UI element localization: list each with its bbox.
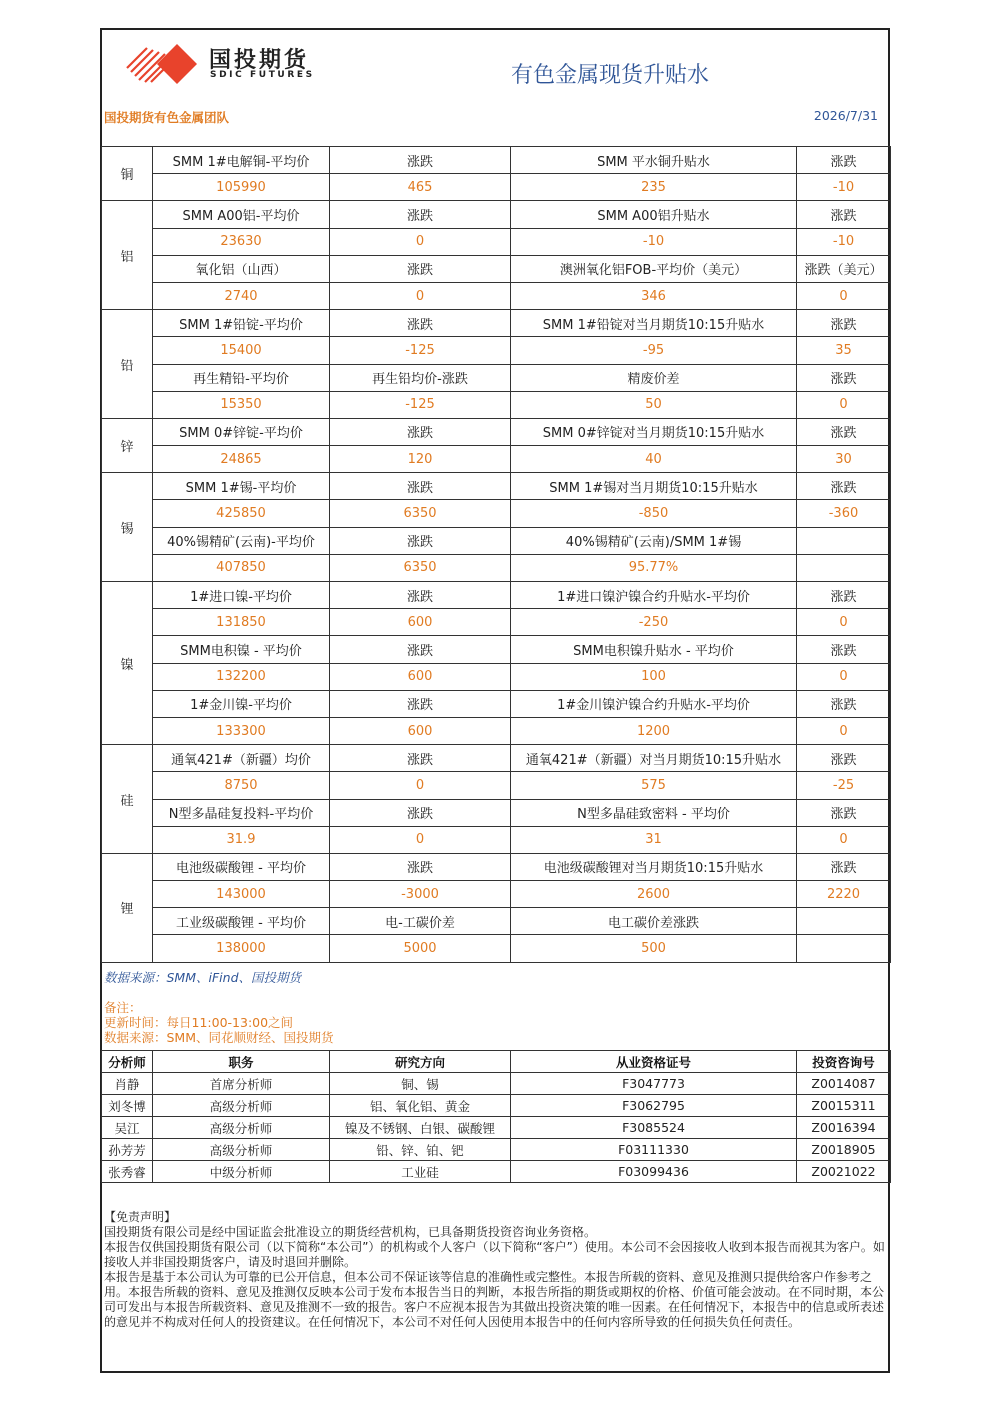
table-header-row [102,1051,891,1073]
notes-source: 数据来源：SMM、同花顺财经、国投期货 [104,1030,334,1045]
table-cell: 0 [330,228,511,255]
table-row [102,473,891,500]
table-cell: 涨跌 [330,310,511,337]
table-cell: 6350 [330,554,511,581]
disclaimer-paragraph: 本报告是基于本公司认为可靠的已公开信息，但本公司不保证该等信息的准确性或完整性。本报告所载的资料、意见及推测只提供给客户作参考之用。本报告所载的资料、意见及推测仅反映本公司于发布本报告当日的判断，本报告所指的期货或期权的价格、价值可能会波动。在不同时期，本公司可发出与本报告所载资料、意见及推测不一致的报告。客户不应视本报告为其做出投资决策的唯一因素。在任何情况下，本报告中的信息或所表述的意见并不构成对任何人的投资建议。在任何情况下，本公司不对任何人因使用本报告中的任何内容所导致的任何损失负任何责任。 [104,1270,885,1329]
table-cell: 刘冬博 [102,1095,153,1117]
table-cell: 575 [511,772,797,799]
table-cell: 孙芳芳 [102,1139,153,1161]
table-cell: 1#进口镍沪镍合约升贴水-平均价 [511,582,797,609]
logo-chinese-text: 国投期货 [209,48,310,73]
table-cell: SMM A00铝升贴水 [511,201,797,228]
column-header: 从业资格证号 [511,1051,797,1073]
table-cell: 涨跌 [797,690,891,717]
table-row [102,282,891,309]
table-cell: 涨跌 [797,418,891,445]
table-cell: 346 [511,282,797,309]
table-row [102,826,891,853]
table-cell: 105990 [153,174,330,201]
report-date: 2026/7/31 [813,108,878,123]
table-cell: -95 [511,337,797,364]
table-cell: 涨跌 [330,147,511,174]
update-time: 更新时间：每日11:00-13:00之间 [104,1015,294,1030]
table-cell: 1200 [511,717,797,744]
notes-label: 备注： [104,1000,142,1015]
table-cell: 1#进口镍-平均价 [153,582,330,609]
table-cell: 涨跌 [797,147,891,174]
table-cell: 24865 [153,446,330,473]
table-row [102,391,891,418]
table-cell: SMM 0#锌锭对当月期货10:15升贴水 [511,418,797,445]
table-cell: 澳洲氧化铝FOB-平均价（美元） [511,255,797,282]
table-row [102,364,891,391]
table-cell: SMM 1#锡-平均价 [153,473,330,500]
table-cell: 40 [511,446,797,473]
column-header: 分析师 [102,1051,153,1073]
metal-label: 铜 [102,147,153,201]
table-cell: -360 [797,500,891,527]
table-row [102,609,891,636]
table-cell: 131850 [153,609,330,636]
table-cell: 1#金川镍-平均价 [153,690,330,717]
table-cell: 再生精铅-平均价 [153,364,330,391]
table-cell: 涨跌 [797,636,891,663]
table-cell: 肖静 [102,1073,153,1095]
table-row [102,1117,891,1139]
table-row [102,772,891,799]
team-name: 国投期货有色金属团队 [104,110,230,125]
table-cell: 0 [330,772,511,799]
page-title: 有色金属现货升贴水 [510,63,709,88]
table-cell [797,935,891,962]
table-row [102,663,891,690]
data-source: 数据来源：SMM、iFind、国投期货 [104,970,301,985]
table-row [102,1139,891,1161]
table-cell: 407850 [153,554,330,581]
table-cell: 涨跌 [330,201,511,228]
table-cell: SMM 0#锌锭-平均价 [153,418,330,445]
table-cell: 500 [511,935,797,962]
table-cell: 95.77% [511,554,797,581]
disclaimer [104,1210,886,1330]
table-cell: 0 [797,717,891,744]
table-cell: 133300 [153,717,330,744]
table-cell: 涨跌 [797,582,891,609]
table-cell: SMM A00铝-平均价 [153,201,330,228]
table-cell: F03111330 [511,1139,797,1161]
table-cell: SMM电积镍升贴水 - 平均价 [511,636,797,663]
table-row [102,935,891,962]
table-cell: 电池级碳酸锂 - 平均价 [153,853,330,880]
table-cell: 120 [330,446,511,473]
table-cell: 50 [511,391,797,418]
table-cell: F03099436 [511,1161,797,1183]
table-cell: F3047773 [511,1073,797,1095]
table-cell: 1#金川镍沪镍合约升贴水-平均价 [511,690,797,717]
table-row [102,337,891,364]
table-cell: -10 [511,228,797,255]
table-cell [797,908,891,935]
table-cell: 23630 [153,228,330,255]
table-row [102,582,891,609]
table-row [102,174,891,201]
column-header: 研究方向 [330,1051,511,1073]
table-cell: 0 [797,609,891,636]
table-cell: 涨跌 [330,636,511,663]
table-cell: 涨跌 [797,745,891,772]
table-cell [797,554,891,581]
table-cell: 涨跌 [330,527,511,554]
table-cell: 40%锡精矿(云南)/SMM 1#锡 [511,527,797,554]
table-row [102,717,891,744]
table-cell: SMM电积镍 - 平均价 [153,636,330,663]
table-cell: 铜、锡 [330,1073,511,1095]
table-cell: 氧化铝（山西） [153,255,330,282]
table-cell: 0 [797,663,891,690]
table-row [102,908,891,935]
analyst-table [101,1050,891,1183]
table-cell: 2220 [797,881,891,908]
table-row [102,853,891,880]
logo-english-text: SDIC FUTURES [210,70,315,80]
table-cell: -250 [511,609,797,636]
table-cell: 15400 [153,337,330,364]
table-cell: 精废价差 [511,364,797,391]
table-cell: 0 [330,282,511,309]
table-cell: -850 [511,500,797,527]
table-cell: 35 [797,337,891,364]
table-cell: 涨跌 [330,582,511,609]
table-cell: 通氧421#（新疆）均价 [153,745,330,772]
table-cell: 电工碳价差涨跌 [511,908,797,935]
table-row [102,1073,891,1095]
table-cell: 高级分析师 [153,1139,330,1161]
table-cell: 铝、氧化铝、黄金 [330,1095,511,1117]
metal-label: 铅 [102,310,153,419]
table-row [102,636,891,663]
metal-label: 锂 [102,853,153,962]
table-cell: 电-工碳价差 [330,908,511,935]
table-cell: N型多晶硅致密料 - 平均价 [511,799,797,826]
table-cell: -25 [797,772,891,799]
table-row [102,201,891,228]
table-cell: 31 [511,826,797,853]
table-cell: F3062795 [511,1095,797,1117]
table-cell: 31.9 [153,826,330,853]
table-cell: 张秀睿 [102,1161,153,1183]
column-header: 投资咨询号 [797,1051,891,1073]
table-cell: SMM 1#锡对当月期货10:15升贴水 [511,473,797,500]
table-cell: 6350 [330,500,511,527]
table-cell: 465 [330,174,511,201]
table-row [102,527,891,554]
table-row [102,310,891,337]
table-row [102,1161,891,1183]
table-cell: 涨跌 [797,364,891,391]
table-cell: Z0018905 [797,1139,891,1161]
table-cell: SMM 1#铅锭-平均价 [153,310,330,337]
column-header: 职务 [153,1051,330,1073]
table-cell: 2740 [153,282,330,309]
table-cell: 涨跌（美元） [797,255,891,282]
table-cell: 0 [330,826,511,853]
table-cell: 中级分析师 [153,1161,330,1183]
table-cell: Z0016394 [797,1117,891,1139]
table-cell: 0 [797,826,891,853]
table-row [102,147,891,174]
table-cell: 235 [511,174,797,201]
table-cell: -10 [797,228,891,255]
table-cell: 40%锡精矿(云南)-平均价 [153,527,330,554]
table-row [102,690,891,717]
table-cell: 高级分析师 [153,1095,330,1117]
disclaimer-title: 【免责声明】 [104,1210,177,1224]
table-cell: SMM 平水铜升贴水 [511,147,797,174]
disclaimer-paragraph: 本报告仅供国投期货有限公司（以下简称“本公司”）的机构或个人客户（以下简称“客户”）使用。本公司不会因接收人收到本报告而视其为客户。如接收人并非国投期货客户，请及时退回并删除。 [104,1240,885,1269]
table-cell: Z0014087 [797,1073,891,1095]
table-cell: 8750 [153,772,330,799]
table-row [102,228,891,255]
table-cell: 电池级碳酸锂对当月期货10:15升贴水 [511,853,797,880]
metal-label: 硅 [102,745,153,854]
table-cell: 30 [797,446,891,473]
metal-label: 镍 [102,582,153,745]
table-cell: 涨跌 [330,418,511,445]
metal-label: 锡 [102,473,153,582]
table-cell: 涨跌 [330,799,511,826]
table-cell: 涨跌 [330,255,511,282]
table-row [102,1095,891,1117]
table-row [102,881,891,908]
table-row [102,745,891,772]
table-cell: N型多晶硅复投料-平均价 [153,799,330,826]
disclaimer-paragraph: 国投期货有限公司是经中国证监会批准设立的期货经营机构，已具备期货投资咨询业务资格。 [104,1225,597,1239]
table-cell: -125 [330,337,511,364]
table-cell: 首席分析师 [153,1073,330,1095]
table-row [102,255,891,282]
table-row [102,446,891,473]
table-cell: 通氧421#（新疆）对当月期货10:15升贴水 [511,745,797,772]
table-cell: 镍及不锈钢、白银、碳酸锂 [330,1117,511,1139]
table-cell: -10 [797,174,891,201]
table-cell: 涨跌 [330,853,511,880]
table-cell: 涨跌 [797,201,891,228]
table-cell: 0 [797,282,891,309]
table-cell: 100 [511,663,797,690]
table-cell: Z0021022 [797,1161,891,1183]
table-cell: 工业硅 [330,1161,511,1183]
table-cell: 涨跌 [330,473,511,500]
table-cell: 涨跌 [797,853,891,880]
table-cell: 600 [330,717,511,744]
table-cell: SMM 1#电解铜-平均价 [153,147,330,174]
table-cell: 铅、锌、铂、钯 [330,1139,511,1161]
table-cell: 5000 [330,935,511,962]
table-row [102,418,891,445]
table-cell: 涨跌 [797,310,891,337]
table-cell: 15350 [153,391,330,418]
table-cell: 涨跌 [797,473,891,500]
table-cell: 600 [330,663,511,690]
table-cell: 2600 [511,881,797,908]
table-cell: 143000 [153,881,330,908]
spot-premium-table [101,146,891,963]
table-cell: 涨跌 [797,799,891,826]
table-cell: 425850 [153,500,330,527]
table-cell: 0 [797,391,891,418]
metal-label: 铝 [102,201,153,310]
table-cell: 工业级碳酸锂 - 平均价 [153,908,330,935]
table-cell: 涨跌 [330,690,511,717]
table-cell: F3085524 [511,1117,797,1139]
table-row [102,500,891,527]
table-cell: 高级分析师 [153,1117,330,1139]
table-cell: 再生铅均价-涨跌 [330,364,511,391]
table-cell: 涨跌 [330,745,511,772]
table-row [102,554,891,581]
table-cell: 132200 [153,663,330,690]
table-cell: Z0015311 [797,1095,891,1117]
table-cell: -3000 [330,881,511,908]
table-cell: 600 [330,609,511,636]
table-cell: SMM 1#铅锭对当月期货10:15升贴水 [511,310,797,337]
table-cell: 吴江 [102,1117,153,1139]
table-cell: -125 [330,391,511,418]
table-row [102,799,891,826]
table-cell: 138000 [153,935,330,962]
metal-label: 锌 [102,418,153,472]
table-cell [797,527,891,554]
